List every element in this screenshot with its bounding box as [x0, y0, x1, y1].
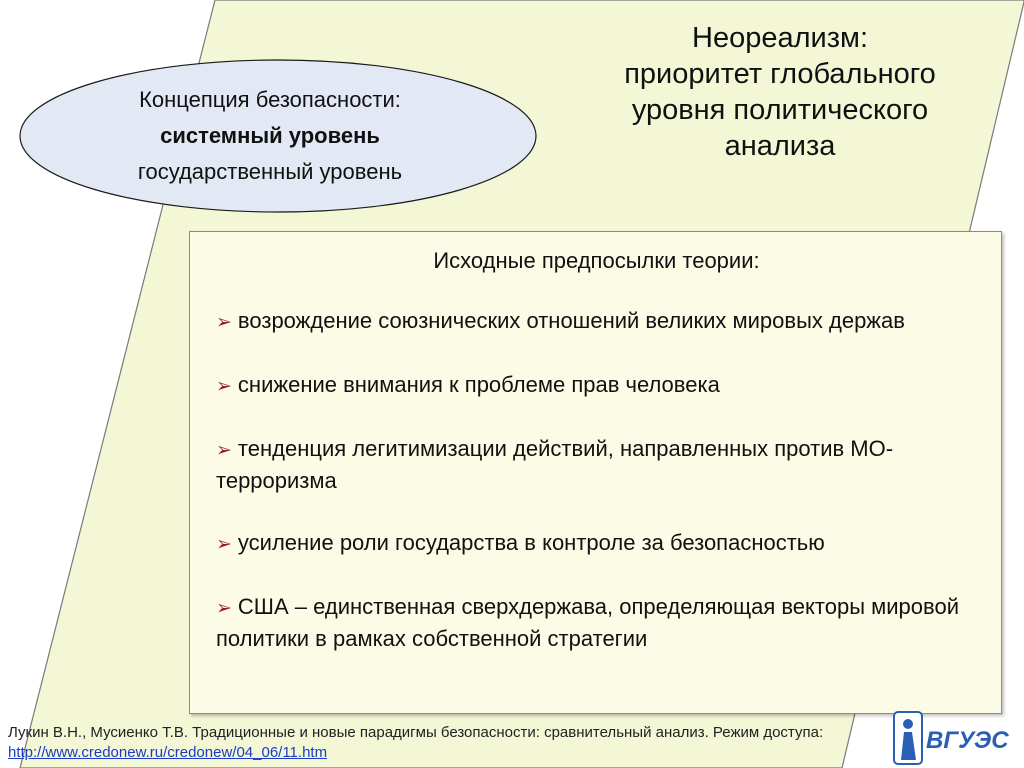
title-line: Неореализм: [692, 22, 868, 54]
concept-heading: Концепция безопасности: [139, 87, 401, 112]
arrow-bullet-icon: ➢ [216, 440, 232, 461]
bullet-text: усиление роли государства в контроле за безопасностью [237, 530, 825, 555]
source-footer [8, 723, 878, 763]
bullet-item [216, 370, 977, 402]
source-link[interactable]: http://www.credonew.ru/credonew/04_06/11.htm [8, 744, 328, 761]
bullet-item [216, 592, 977, 654]
title-line: приоритет глобального [624, 58, 936, 90]
bullet-text: возрождение союзнических отношений великих мировых держав [237, 308, 905, 333]
bullet-text: снижение внимания к проблеме прав человека [237, 372, 720, 397]
logo-figure-head [903, 719, 913, 729]
concept-text [40, 82, 500, 190]
title-line: уровня политического [631, 94, 929, 126]
premises-box [189, 231, 1002, 714]
premises-heading: Исходные предпосылки теории: [433, 248, 760, 273]
bullet-text: США – единственная сверхдержава, определяющая векторы мировой политики в рамках собственной стратегии [216, 594, 959, 651]
bullet-item [216, 306, 977, 338]
university-logo [892, 710, 1022, 766]
arrow-bullet-icon: ➢ [216, 534, 232, 555]
state-level-label: государственный уровень [137, 159, 403, 184]
arrow-bullet-icon: ➢ [216, 598, 232, 619]
title-line: анализа [724, 130, 836, 162]
bullet-item [216, 528, 977, 560]
source-text: Лукин В.Н., Мусиенко Т.В. Традиционные и новые парадигмы безопасности: сравнительный анализ. Режим доступа: [8, 724, 824, 741]
arrow-bullet-icon: ➢ [216, 312, 232, 333]
bullet-item [216, 434, 977, 496]
arrow-bullet-icon: ➢ [216, 376, 232, 397]
bullet-text: тенденция легитимизации действий, направленных против МО-терроризма [216, 436, 894, 493]
system-level-label: системный уровень [160, 123, 380, 148]
slide-title [570, 20, 990, 164]
logo-text: ВГУЭС [926, 727, 1009, 754]
